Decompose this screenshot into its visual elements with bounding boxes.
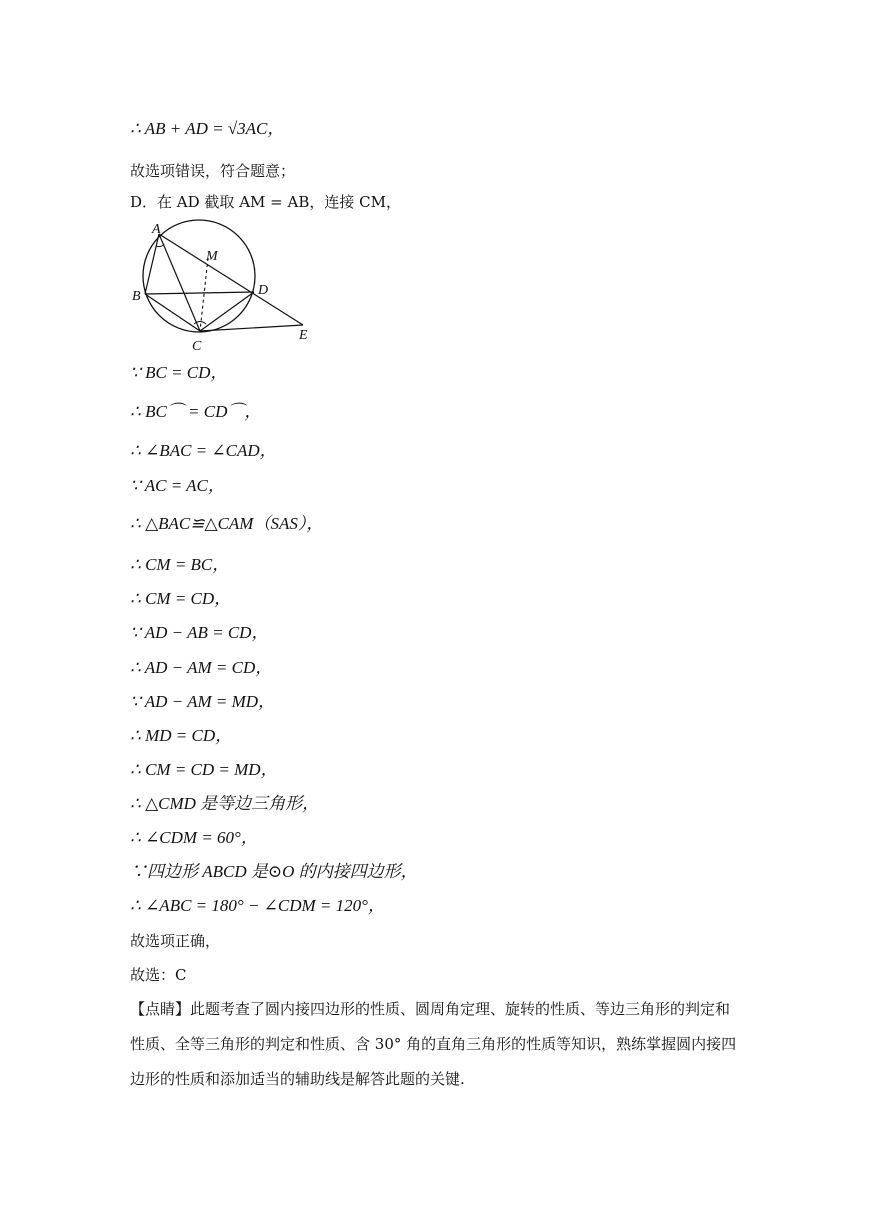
segment-bd bbox=[145, 292, 254, 294]
text-line: D．在 AD 截取 AM = AB，连接 CM， bbox=[130, 193, 401, 211]
remark-line-1: 【点睛】此题考查了圆内接四边形的性质、圆周角定理、旋转的性质、等边三角形的判定和 bbox=[130, 1000, 731, 1018]
text-line: ∵四边形 ABCD 是⊙O 的内接四边形， bbox=[130, 862, 418, 881]
text-line: 故选项正确， bbox=[130, 932, 221, 950]
text-line: ∵ AD − AB = CD， bbox=[130, 623, 269, 642]
remark-line-2: 性质、全等三角形的判定和性质、含 30° 角的直角三角形的性质等知识，熟练掌握圆内接四 bbox=[130, 1035, 737, 1053]
text-line: ∵ BC = CD， bbox=[130, 363, 228, 382]
segment-ac bbox=[159, 234, 200, 331]
text-line: ∴ MD = CD， bbox=[130, 726, 233, 745]
text-line: ∴ AD − AM = CD， bbox=[130, 658, 273, 677]
text-line: ∴ CM = CD， bbox=[130, 589, 232, 608]
text-line: ∵ AD − AM = MD， bbox=[130, 692, 276, 711]
label-e: E bbox=[299, 328, 308, 343]
segment-ae bbox=[159, 234, 303, 325]
label-c: C bbox=[192, 339, 202, 354]
text-line: ∴ CM = BC， bbox=[130, 555, 230, 574]
label-d: D bbox=[258, 283, 269, 298]
geometry-figure bbox=[128, 218, 318, 356]
segment-ce bbox=[200, 325, 303, 331]
label-a: A bbox=[152, 222, 161, 237]
label-b: B bbox=[132, 289, 141, 304]
text-line: 故选项错误，符合题意； bbox=[130, 162, 296, 180]
remark-line-3: 边形的性质和添加适当的辅助线是解答此题的关键. bbox=[130, 1070, 465, 1088]
segment-ab bbox=[145, 234, 159, 294]
text-line: ∴ AB + AD = √3AC， bbox=[130, 119, 285, 138]
label-m: M bbox=[206, 249, 218, 264]
text-line: ∴ CM = CD = MD， bbox=[130, 760, 278, 779]
text-line: ∵ AC = AC， bbox=[130, 476, 225, 495]
text-line: ∴ △BAC≌△CAM（SAS）， bbox=[130, 514, 324, 533]
text-line: ∴ ∠ABC = 180° − ∠CDM = 120°， bbox=[130, 896, 385, 915]
text-line: ∴ ∠CDM = 60°， bbox=[130, 828, 258, 847]
text-line: 故选：C bbox=[130, 966, 187, 984]
text-line: ∴ ∠BAC = ∠CAD， bbox=[130, 441, 277, 460]
text-line: ∴ △CMD 是等边三角形， bbox=[130, 794, 320, 813]
segment-cm-dashed bbox=[200, 258, 208, 331]
text-line: ∴ BC⌒ = CD⌒， bbox=[130, 402, 262, 421]
